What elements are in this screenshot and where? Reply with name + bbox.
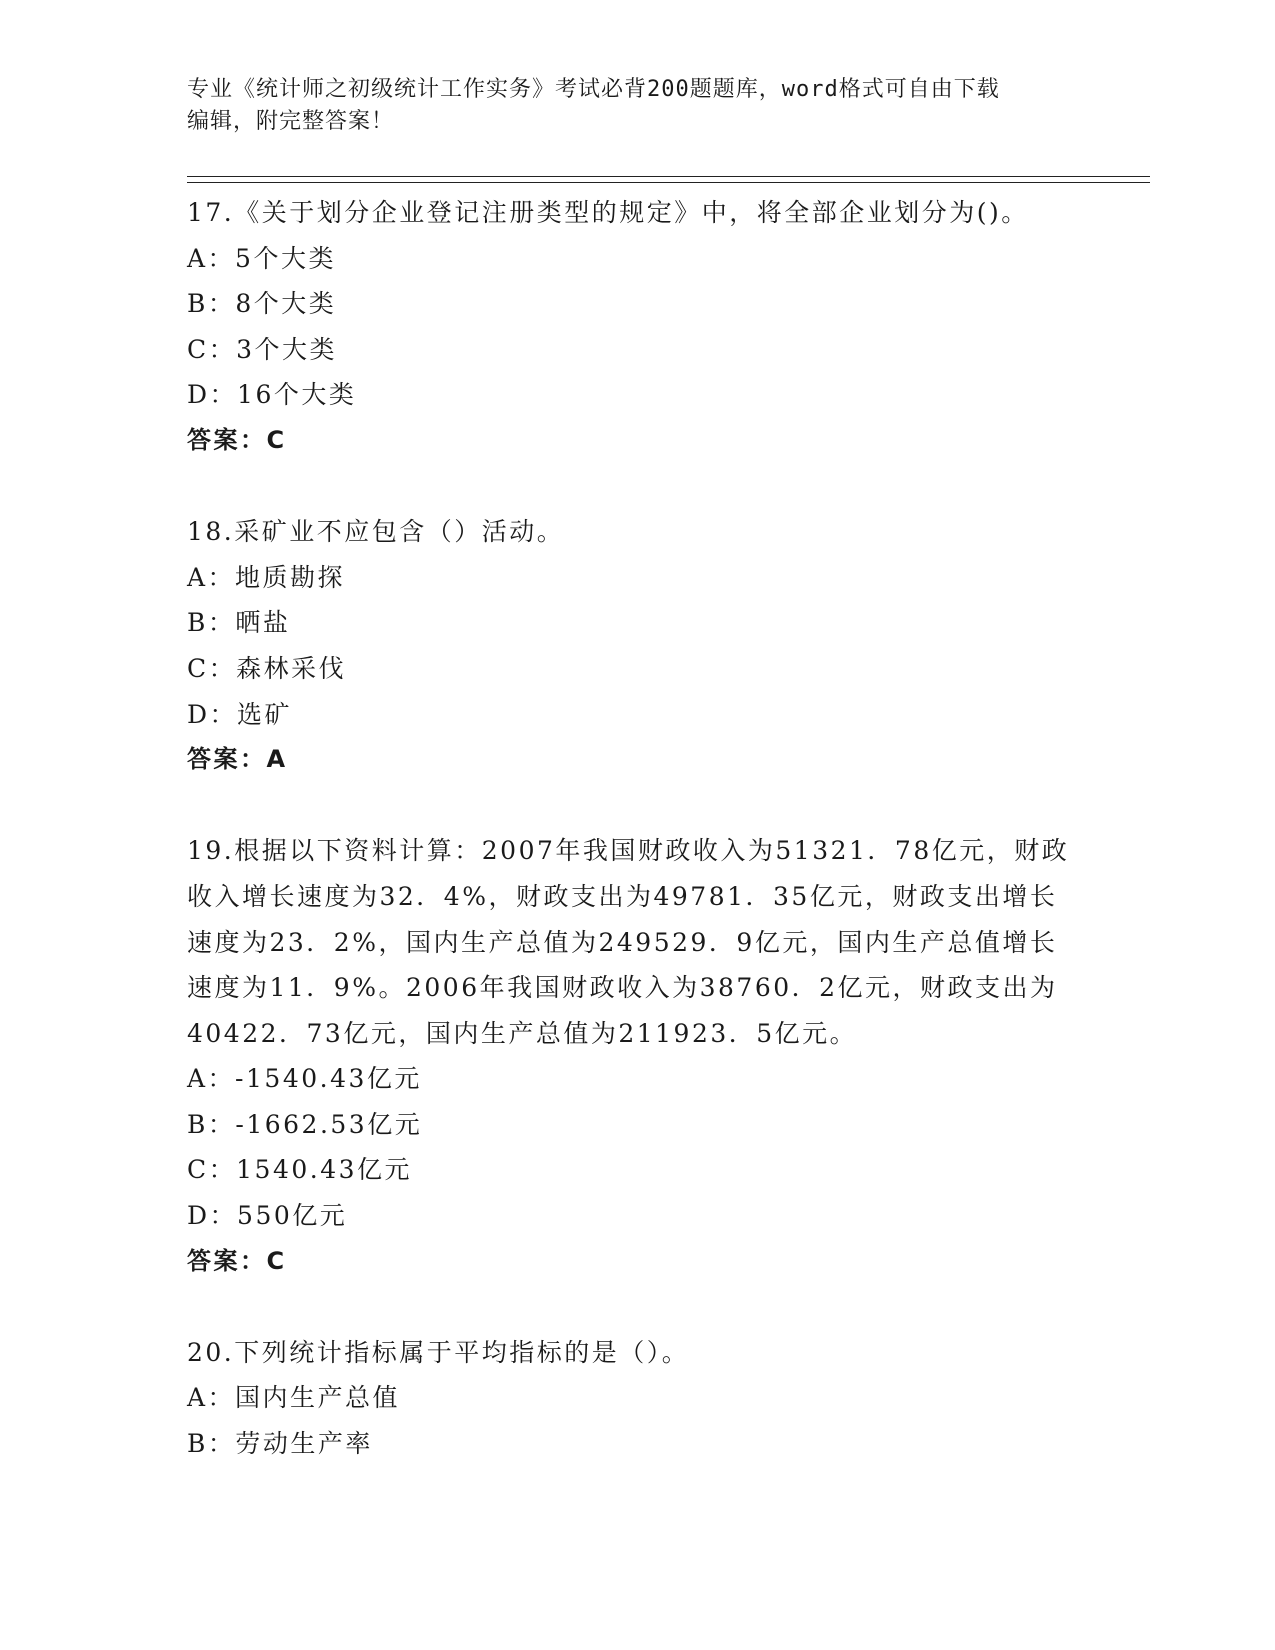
option-d: D：选矿 [187, 699, 293, 729]
question-stem-line: 19.根据以下资料计算：2007年我国财政收入为51321．78亿元，财政 [187, 836, 1070, 866]
option-b: B：-1662.53亿元 [187, 1109, 423, 1139]
question-stem: 17.《关于划分企业登记注册类型的规定》中，将全部企业划分为()。 [187, 198, 1029, 227]
option-b: B：晒盐 [187, 608, 291, 638]
document-header [187, 74, 1087, 138]
header-line-1: 专业《统计师之初级统计工作实务》考试必背200题题库，word格式可自由下载 [187, 77, 1000, 102]
header-divider-bottom [187, 182, 1150, 183]
answer: 答案：A [187, 745, 288, 774]
header-line-2: 编辑，附完整答案！ [187, 109, 395, 134]
question-20 [187, 1330, 1087, 1467]
option-a: A：地质勘探 [187, 562, 346, 592]
option-d: D：16个大类 [187, 380, 357, 410]
question-18 [187, 509, 1087, 783]
option-c: C：3个大类 [187, 334, 338, 364]
option-c: C：1540.43亿元 [187, 1155, 413, 1185]
question-stem-line: 40422．73亿元，国内生产总值为211923．5亿元。 [187, 1018, 858, 1048]
option-b: B：劳动生产率 [187, 1429, 373, 1459]
question-stem-line: 收入增长速度为32．4%，财政支出为49781．35亿元，财政支出增长 [187, 881, 1058, 911]
option-a: A：国内生产总值 [187, 1383, 401, 1413]
option-b: B：8个大类 [187, 289, 337, 319]
question-19 [187, 828, 1087, 1284]
question-stem-line: 速度为11．9%。2006年我国财政收入为38760．2亿元，财政支出为 [187, 973, 1058, 1003]
question-stem-line: 速度为23．2%，国内生产总值为249529．9亿元，国内生产总值增长 [187, 927, 1058, 957]
question-stem: 20.下列统计指标属于平均指标的是（）。 [187, 1337, 690, 1367]
question-17 [187, 190, 1087, 464]
answer: 答案：C [187, 1246, 287, 1275]
option-a: A：-1540.43亿元 [187, 1064, 422, 1094]
option-a: A：5个大类 [187, 243, 336, 273]
header-divider-top [187, 176, 1150, 177]
question-list [187, 190, 1087, 1512]
option-d: D：550亿元 [187, 1201, 348, 1231]
question-stem: 18.采矿业不应包含（）活动。 [187, 517, 565, 547]
option-c: C：森林采伐 [187, 653, 347, 683]
answer: 答案：C [187, 425, 287, 454]
